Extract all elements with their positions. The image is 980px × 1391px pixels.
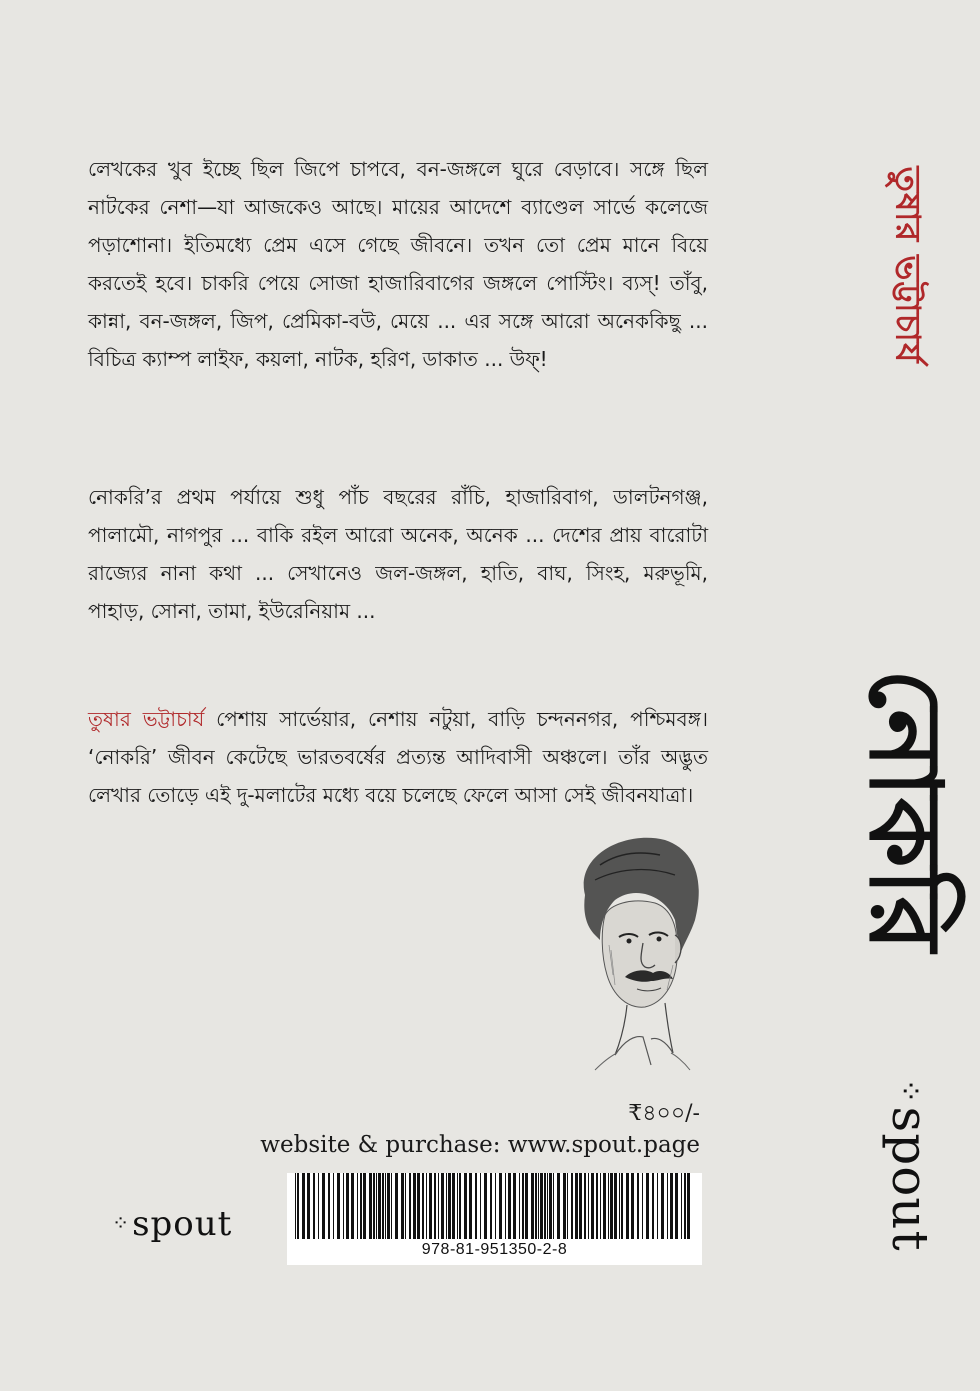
isbn-number: 978-81-951350-2-8	[421, 1241, 568, 1258]
spine-author-name: তুষার ভট্টাচার্য	[887, 166, 928, 364]
spine-book-title: নোকরি	[847, 668, 964, 952]
price-label: ₹৪০০/-	[628, 1101, 700, 1126]
barcode-bars	[293, 1173, 696, 1239]
bio-author-name: তুষার ভট্টাচার্য	[88, 707, 205, 731]
blurb-paragraph-2: নোকরি’র প্রথম পর্যায়ে শুধু পাঁচ বছরের রাঁচি, হাজারিবাগ, ডালটনগঞ্জ, পালামৌ, নাগপুর ... বাকি রইল আরো অনেক, অনেক ... দেশের প্রায় বারোটা রাজ্যের নানা কথা ... সেখানেও জল-জঙ্গল, হাতি, বাঘ, সিংহ, মরুভূমি, পাহাড়, সোনা, তামা, ইউরেনিয়াম ...	[88, 485, 708, 623]
blurb-paragraph-1: লেখকের খুব ইচ্ছে ছিল জিপে চাপবে, বন-জঙ্গলে ঘুরে বেড়াবে। সঙ্গে ছিল নাটকের নেশা—যা আজকেও আছে। মায়ের আদেশে ব্যাণ্ডেল সার্ভে কলেজে পড়াশোনা। ইতিমধ্যে প্রেম এসে গেছে জীবনে। তখন তো প্রেম মানে বিয়ে করতেই হবে। চাকরি পেয়ে সোজা হাজারিবাগের জঙ্গলে পোস্টিং। ব্যস্! তাঁবু, কান্না, বন-জঙ্গল, জিপ, প্রেমিকা-বউ, মেয়ে ... এর সঙ্গে আরো অনেককিছু ... বিচিত্র ক্যাম্প লাইফ, কয়লা, নাটক, হরিণ, ডাকাত ... উফ্!	[88, 157, 708, 371]
author-portrait-illustration	[555, 825, 715, 1075]
logo-dots-icon: ⁘	[112, 1210, 131, 1235]
isbn-barcode	[287, 1173, 702, 1265]
publisher-logo-back	[112, 1204, 232, 1244]
bio-text: পেশায় সার্ভেয়ার, নেশায় নটুয়া, বাড়ি চন্দননগর, পশ্চিমবঙ্গ। ‘নোকরি’ জীবন কেটেছে ভারতবর্ষের প্রত্যন্ত আদিবাসী অঞ্চলে। তাঁর অদ্ভুত লেখার তোড়ে এই দু-মলাটের মধ্যে বয়ে চলেছে ফেলে আসা সেই জীবনযাত্রা।	[88, 707, 709, 807]
publisher-logo-back-text: spout	[132, 1204, 233, 1244]
logo-dots-icon: ⁘	[892, 1078, 928, 1105]
publisher-logo-spine-text: spout	[881, 1106, 939, 1252]
publisher-logo-spine	[881, 1078, 939, 1251]
author-bio	[88, 700, 708, 814]
website-purchase-text: website & purchase: www.spout.page	[260, 1132, 700, 1158]
